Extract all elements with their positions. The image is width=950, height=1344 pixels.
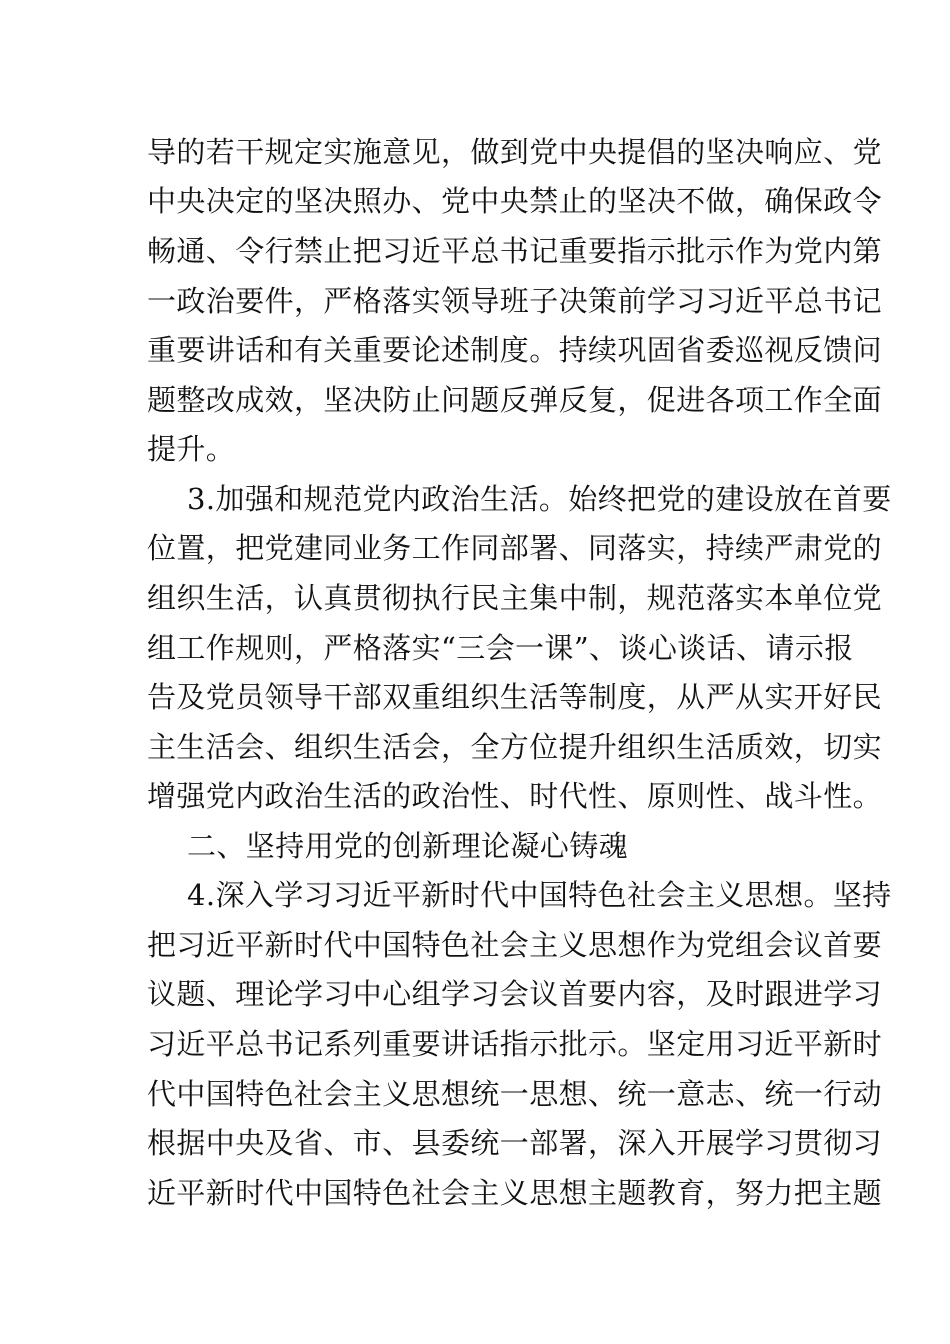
body-text-line: 一政治要件，严格落实领导班子决策前学习习近平总书记 (147, 284, 883, 318)
body-text-line: 提升。 (147, 432, 236, 466)
body-text-line: 把习近平新时代中国特色社会主义思想作为党组会议首要 (147, 928, 883, 962)
body-text-line: 告及党员领导干部双重组织生活等制度，从严从实开好民 (147, 680, 883, 714)
body-text-line: 重要讲话和有关重要论述制度。持续巩固省委巡视反馈问 (147, 333, 883, 367)
body-text-line: 代中国特色社会主义思想统一思想、统一意志、统一行动 (147, 1077, 883, 1111)
body-text-line: 习近平总书记系列重要讲话指示批示。坚定用习近平新时 (147, 1027, 883, 1061)
paragraph-4-heading-line: 4.深入学习习近平新时代中国特色社会主义思想。坚持 (187, 878, 892, 912)
body-text-line: 增强党内政治生活的政治性、时代性、原则性、战斗性。 (147, 779, 883, 813)
body-text-line: 近平新时代中国特色社会主义思想主题教育，努力把主题 (147, 1176, 883, 1210)
body-text-line: 议题、理论学习中心组学习会议首要内容，及时跟进学习 (147, 977, 883, 1011)
body-text-line: 组织生活，认真贯彻执行民主集中制，规范落实本单位党 (147, 581, 883, 615)
body-text-line: 主生活会、组织生活会，全方位提升组织生活质效，切实 (147, 730, 883, 764)
body-text-line: 组工作规则，严格落实“三会一课”、谈心谈话、请示报 (147, 631, 854, 665)
paragraph-3-heading-line: 3.加强和规范党内政治生活。始终把党的建设放在首要 (187, 482, 892, 516)
body-text-line: 位置，把党建同业务工作同部署、同落实，持续严肃党的 (147, 531, 883, 565)
section-heading: 二、坚持用党的创新理论凝心铸魂 (187, 829, 629, 863)
body-text-line: 导的若干规定实施意见，做到党中央提倡的坚决响应、党 (147, 135, 883, 169)
body-text-line: 根据中央及省、市、县委统一部署，深入开展学习贯彻习 (147, 1126, 883, 1160)
body-text-line: 畅通、令行禁止把习近平总书记重要指示批示作为党内第 (147, 234, 883, 268)
body-text-line: 中央决定的坚决照办、党中央禁止的坚决不做，确保政令 (147, 184, 883, 218)
body-text-line: 题整改成效，坚决防止问题反弹反复，促进各项工作全面 (147, 383, 883, 417)
